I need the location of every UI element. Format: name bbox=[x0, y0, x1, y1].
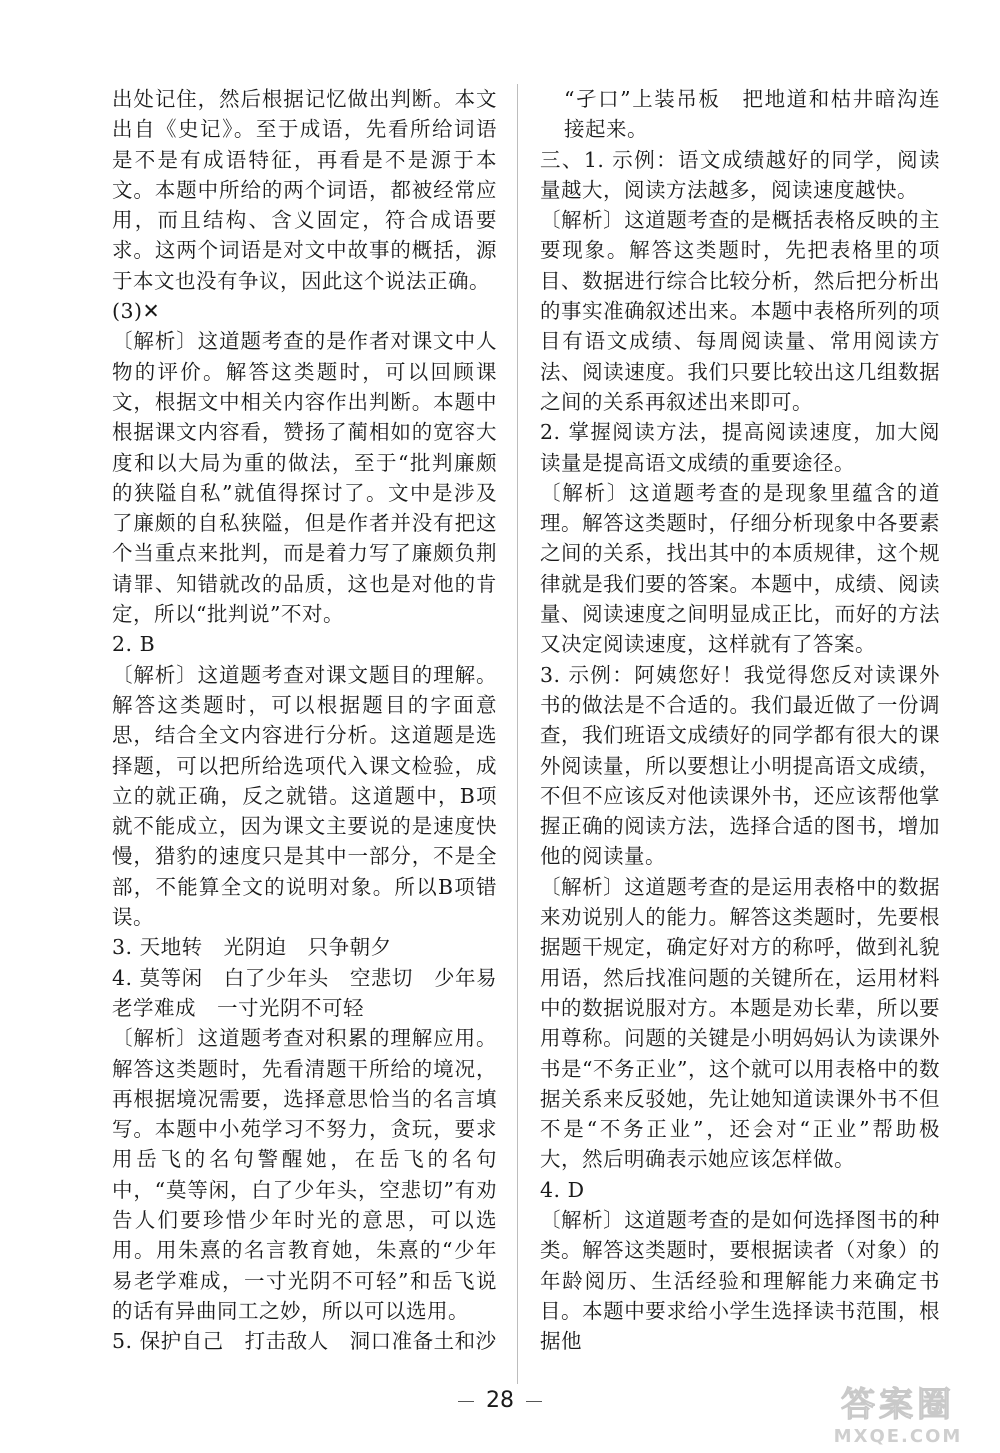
answer-item: (3)✕ bbox=[112, 299, 161, 324]
page-number: 28 bbox=[486, 1388, 514, 1413]
analysis-paragraph: 〔解析〕这道题考查的是运用表格中的数据来劝说别人的能力。解答这类题时，先要根据题干规定，确定好对方的称呼，做到礼貌用语，然后找准问题的关键所在，运用材料中的数据说服对方。本题是劝长辈，所以要用尊称。问题的关键是小明妈妈认为读课外书是“不务正业”，这个就可以用表格中的数据关系来反驳她，先让她知道读课外书不但不是“不务正业”，还会对“正业”帮助极大，然后明确表示她应该怎样做。 bbox=[540, 874, 940, 1172]
analysis-paragraph: 〔解析〕这道题考查对积累的理解应用。解答这类题时，先看清题干所给的境况，再根据境况需要，选择意思恰当的名言填写。本题中小苑学习不努力，贪玩，要求用岳飞的名句警醒她，在岳飞的名句中，“莫等闲，白了少年头，空悲切”有劝告人们要珍惜少年时光的意思，可以选用。用朱熹的名言教育她，朱熹的“少年易老学难成，一寸光阴不可轻”和岳飞说的话有异曲同工之妙，所以可以选用。 bbox=[112, 1026, 497, 1323]
watermark-text: 答案圈 bbox=[841, 1385, 955, 1425]
analysis-paragraph: 〔解析〕这道题考查的是作者对课文中人物的评价。解答这类题时，可以回顾课文，根据文中相关内容作出判断。本题中根据课文内容看，赞扬了蔺相如的宽容大度和以大局为重的做法，至于“批判廉颇的狭隘自私”就值得探讨了。文中是涉及了廉颇的自私狭隘，但是作者并没有把这个当重点来批判，而是着力写了廉颇负荆请罪、知错就改的品质，这也是对他的肯定，所以“批判说”不对。 bbox=[112, 329, 497, 627]
answer-item: 2. B bbox=[112, 632, 156, 657]
answer-item: 2. 掌握阅读方法，提高阅读速度，加大阅读量是提高语文成绩的重要途径。 bbox=[540, 420, 940, 475]
footer-dash bbox=[526, 1401, 542, 1402]
answer-item: 3. 天地转 光阴迫 只争朝夕 bbox=[112, 935, 392, 960]
right-column bbox=[540, 84, 940, 1356]
column-divider bbox=[517, 84, 518, 1384]
watermark-logo bbox=[818, 1377, 978, 1445]
left-column bbox=[112, 84, 497, 1356]
answer-continuation: “孑口”上装吊板 把地道和枯井暗沟连接起来。 bbox=[564, 87, 940, 142]
paragraph: 出处记住，然后根据记忆做出判断。本文出自《史记》。至于成语，先看所给词语是不是有成语特征，再看是不是源于本文。本题中所给的两个词语，都被经常应用，而且结构、含义固定，符合成语要求。这两个词语是对文中故事的概括，源于本文也没有争议，因此这个说法正确。 bbox=[112, 87, 497, 293]
analysis-paragraph: 〔解析〕这道题考查对课文题目的理解。解答这类题时，可以根据题目的字面意思，结合全文内容进行分析。这道题是选择题，可以把所给选项代入课文检验，成立的就正确，反之就错。这道题中，B项就不能成立，因为课文主要说的是速度快慢，猎豹的速度只是其中一部分，不是全部，不能算全文的说明对象。所以B项错误。 bbox=[112, 662, 497, 930]
analysis-paragraph: 〔解析〕这道题考查的是如何选择图书的种类。解答这类题时，要根据读者（对象）的年龄阅历、生活经验和理解能力来确定书目。本题中要求给小学生选择读书范围，根据他 bbox=[540, 1207, 940, 1354]
section-three-item-1: 三、1. 示例：语文成绩越好的同学，阅读量越大，阅读方法越多，阅读速度越快。 bbox=[540, 147, 940, 202]
analysis-paragraph: 〔解析〕这道题考查的是概括表格反映的主要现象。解答这类题时，先把表格里的项目、数据进行综合比较分析，然后把分析出的事实准确叙述出来。本题中表格所列的项目有语文成绩、每周阅读量、常用阅读方法、阅读速度。我们只要比较出这几组数据之间的关系再叙述出来即可。 bbox=[540, 208, 940, 414]
answer-item: 4. 莫等闲 白了少年头 空悲切 少年易老学难成 一寸光阴不可轻 bbox=[112, 965, 497, 1020]
watermark-url: MXQE.COM bbox=[833, 1426, 963, 1447]
analysis-paragraph: 〔解析〕这道题考查的是现象里蕴含的道理。解答这类题时，仔细分析现象中各要素之间的关系，找出其中的本质规律，这个规律就是我们要的答案。本题中，成绩、阅读量、阅读速度之间明显成正比，而好的方法又决定阅读速度，这样就有了答案。 bbox=[540, 480, 940, 657]
answer-item: 4. D bbox=[540, 1177, 585, 1202]
answer-item: 3. 示例：阿姨您好！我觉得您反对读课外书的做法是不合适的。我们最近做了一份调查，我们班语文成绩好的同学都有很大的课外阅读量，所以要想让小明提高语文成绩，不但不应该反对他读课外书，还应该帮他掌握正确的阅读方法，选择合适的图书，增加他的阅读量。 bbox=[540, 662, 940, 869]
footer-dash bbox=[458, 1401, 474, 1402]
answer-item: 5. 保护自己 打击敌人 洞口准备土和沙 bbox=[112, 1329, 497, 1354]
